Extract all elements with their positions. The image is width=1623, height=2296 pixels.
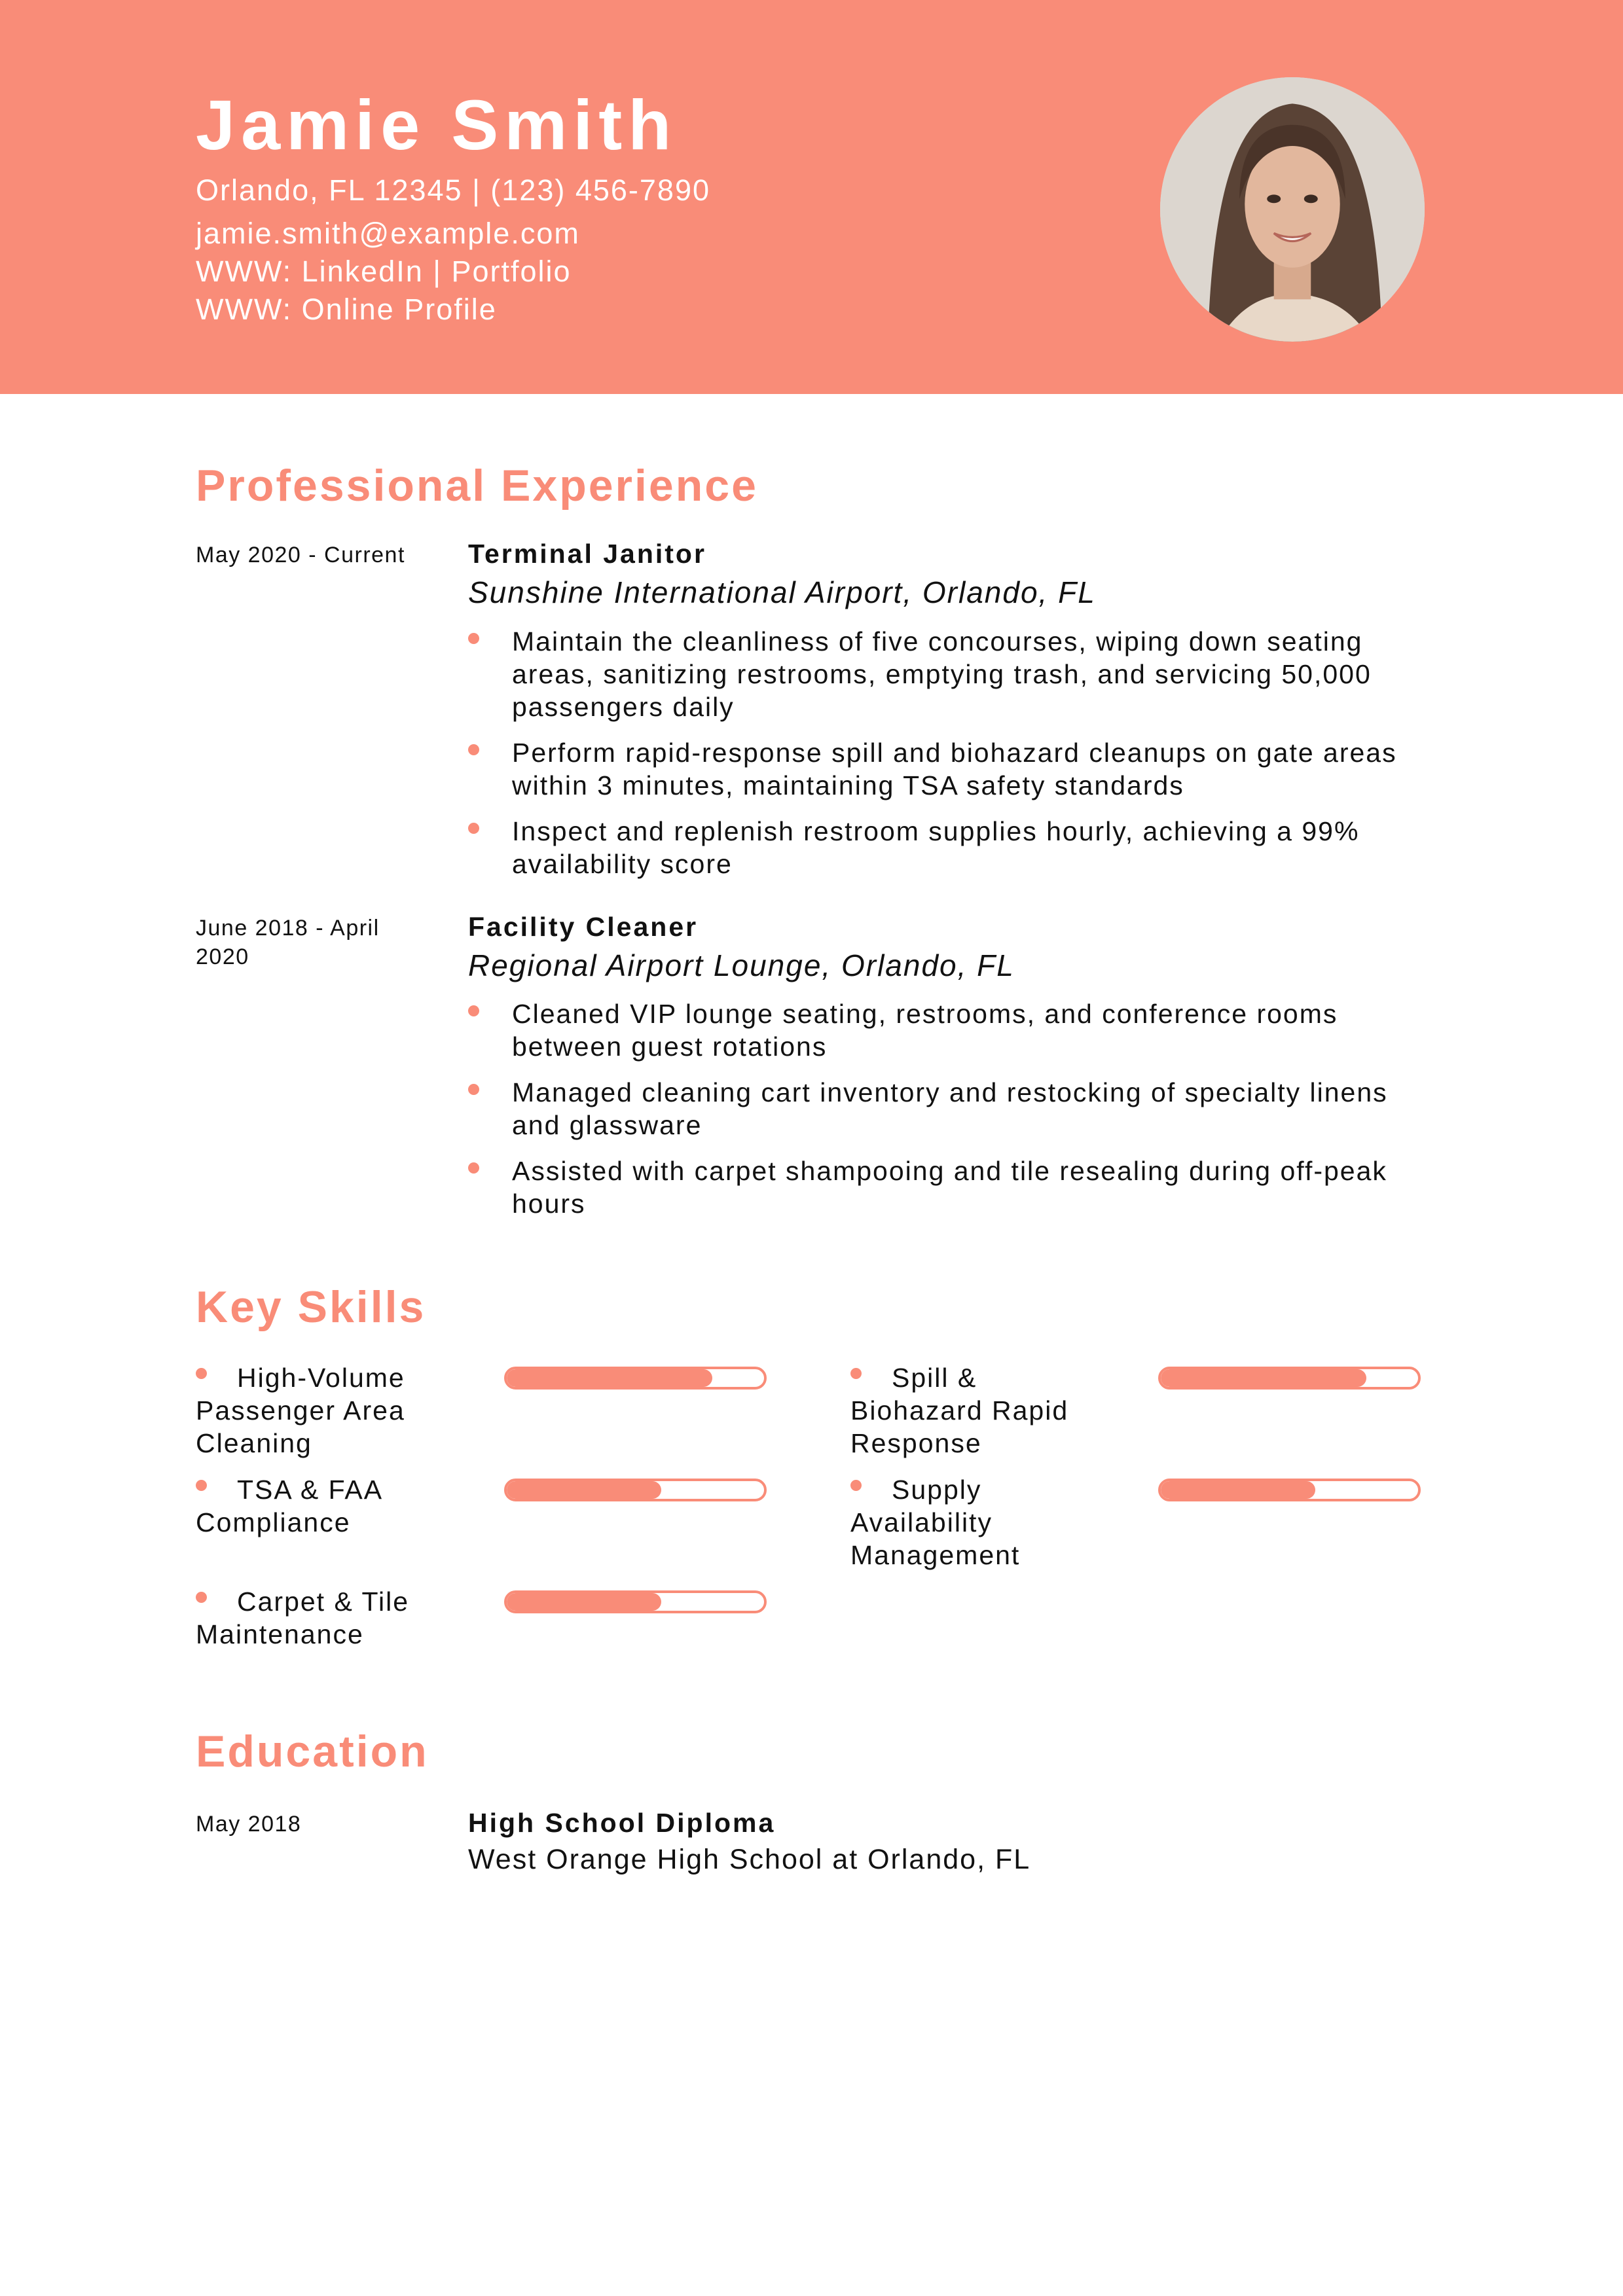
skill-label: Supply Availability Management (850, 1475, 1021, 1570)
skill-level-fill (507, 1481, 661, 1499)
skill-label: Spill & Biohazard Rapid Response (850, 1363, 1069, 1458)
skill-level-fill (507, 1593, 661, 1611)
job-dates: May 2020 - Current (196, 543, 405, 567)
skill-level-bar (504, 1479, 767, 1501)
web-links[interactable]: WWW: LinkedIn | Portfolio (196, 255, 572, 288)
section-title-skills: Key Skills (196, 1282, 426, 1332)
address-phone: Orlando, FL 12345 | (123) 456-7890 (196, 173, 711, 207)
job-bullet: Cleaned VIP lounge seating, restrooms, and conference rooms between guest rotations (468, 997, 1437, 1063)
education-date: May 2018 (196, 1812, 302, 1837)
job-bullet: Maintain the cleanliness of five concourses, wiping down seating areas, sanitizing restrooms, emptying trash, and servicing 50,000 passengers daily (468, 625, 1437, 723)
education-degree: High School Diploma (468, 1808, 776, 1838)
email[interactable]: jamie.smith@example.com (196, 217, 580, 250)
job-employer: Sunshine International Airport, Orlando, FL (468, 575, 1096, 609)
job-bullets (468, 997, 1437, 1233)
bullet-dot-icon (850, 1480, 862, 1491)
job-title: Facility Cleaner (468, 912, 699, 942)
job-title: Terminal Janitor (468, 539, 706, 569)
skill-level-fill (507, 1369, 712, 1387)
job-dates: June 2018 - April 2020 (196, 916, 380, 970)
skill-level-bar (1158, 1367, 1421, 1390)
job-bullet: Assisted with carpet shampooing and tile resealing during off-peak hours (468, 1155, 1437, 1220)
candidate-name: Jamie Smith (196, 85, 678, 164)
skill-level-bar (504, 1367, 767, 1390)
bullet-dot-icon (196, 1368, 207, 1379)
bullet-dot-icon (196, 1592, 207, 1603)
job-bullet: Inspect and replenish restroom supplies hourly, achieving a 99% availability score (468, 815, 1437, 880)
job-bullet: Perform rapid-response spill and biohazard cleanups on gate areas within 3 minutes, maintaining TSA safety standards (468, 736, 1437, 802)
skill-level-bar (504, 1590, 767, 1613)
skill-label: High-Volume Passenger Area Cleaning (196, 1363, 405, 1458)
skill-label: TSA & FAA Compliance (196, 1475, 382, 1537)
section-title-education: Education (196, 1727, 429, 1776)
job-employer: Regional Airport Lounge, Orlando, FL (468, 948, 1015, 982)
skill-level-fill (1161, 1369, 1366, 1387)
job-bullets (468, 625, 1437, 893)
profile-photo (1160, 77, 1425, 342)
section-title-experience: Professional Experience (196, 461, 758, 511)
bullet-dot-icon (196, 1480, 207, 1491)
skill-level-fill (1161, 1481, 1315, 1499)
person-portrait-icon (1160, 77, 1425, 342)
job-bullet: Managed cleaning cart inventory and restocking of specialty linens and glassware (468, 1076, 1437, 1141)
header-banner (0, 0, 1623, 394)
skill-level-bar (1158, 1479, 1421, 1501)
skill-label: Carpet & Tile Maintenance (196, 1587, 409, 1649)
online-profile-link[interactable]: WWW: Online Profile (196, 293, 497, 326)
education-school: West Orange High School at Orlando, FL (468, 1844, 1031, 1875)
bullet-dot-icon (850, 1368, 862, 1379)
